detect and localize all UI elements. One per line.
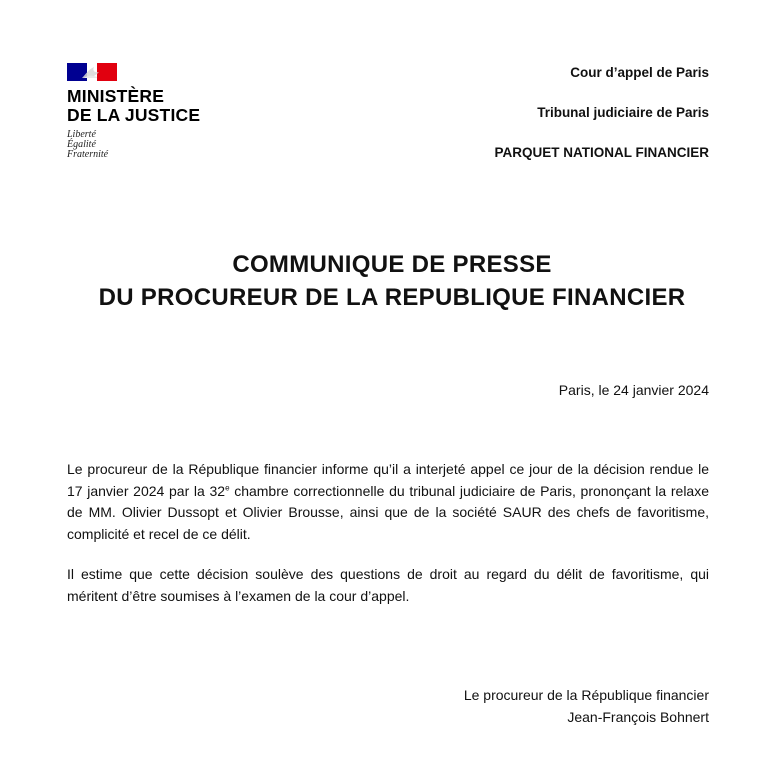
title-line1: COMMUNIQUE DE PRESSE xyxy=(232,251,552,278)
ministry-name-line2: DE LA JUSTICE xyxy=(67,105,201,125)
judicial-tribunal: Tribunal judiciaire de Paris xyxy=(537,105,709,120)
court-of-appeal: Cour d’appel de Paris xyxy=(570,65,709,80)
ministry-logo xyxy=(67,63,237,160)
body-paragraph-2: Il estime que cette décision soulève des questions de droit au regard du délit de favoritisme, qui méritent d’être soumises à l’examen de la cour d’appel. xyxy=(67,566,709,604)
signature-block xyxy=(464,685,709,728)
signatory-title: Le procureur de la République financier xyxy=(463,687,709,703)
paragraph-1-start: Le procureur de la République financier informe qu’il a interjeté appel ce jour de la décision rendue le 17 janvier 2024 par la 32 xyxy=(67,461,709,499)
republic-motto xyxy=(67,130,237,160)
ministry-name-line1: MINISTÈRE xyxy=(67,86,165,106)
press-release-title xyxy=(0,248,784,314)
jurisdiction-block xyxy=(495,64,710,184)
ministry-name xyxy=(67,87,237,125)
motto-egalite: Égalité xyxy=(67,139,96,150)
motto-fraternite: Fraternité xyxy=(67,149,109,160)
motto-liberte: Liberté xyxy=(67,129,96,140)
marianne-flag-icon xyxy=(67,63,117,81)
title-line2: DU PROCUREUR DE LA REPUBLIQUE FINANCIER xyxy=(98,284,686,311)
paragraph-1-end: chambre correctionnelle du tribunal judiciaire de Paris, prononçant la relaxe de MM. Olivier Dussopt et Olivier Brousse, ainsi que de la société SAUR des chefs de favoritisme, complicité et recel de ce délit. xyxy=(67,482,710,542)
document-date: Paris, le 24 janvier 2024 xyxy=(558,382,709,398)
signatory-name: Jean-François Bohnert xyxy=(567,708,709,725)
body-paragraph-1 xyxy=(67,459,709,545)
ordinal-suffix: e xyxy=(225,482,230,492)
financial-prosecutor-office: PARQUET NATIONAL FINANCIER xyxy=(494,145,709,160)
